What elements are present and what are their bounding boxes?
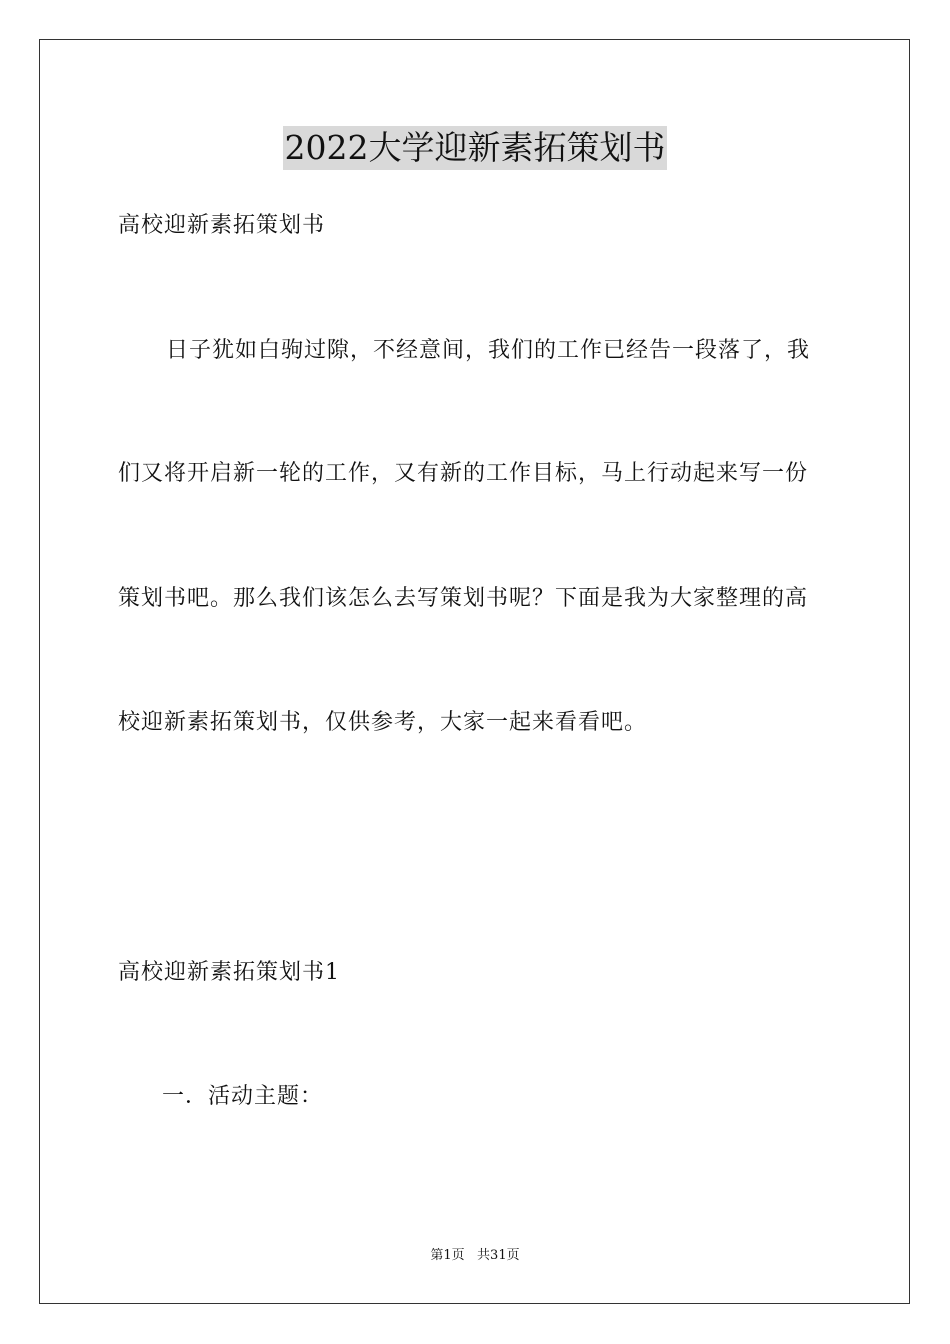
- intro-line: 们又将开启新一轮的工作，又有新的工作目标，马上行动起来写一份: [118, 461, 809, 486]
- intro-line: 校迎新素拓策划书，仅供参考，大家一起来看看吧。: [118, 710, 648, 735]
- intro-line: 策划书吧。那么我们该怎么去写策划书呢？下面是我为大家整理的高: [118, 586, 809, 611]
- title-container: [0, 126, 950, 170]
- section-heading: 高校迎新素拓策划书1: [118, 960, 340, 985]
- item-heading: 一．活动主题：: [162, 1084, 324, 1109]
- intro-line: 日子犹如白驹过隙，不经意间，我们的工作已经告一段落了，我: [166, 338, 811, 363]
- document-subtitle: 高校迎新素拓策划书: [118, 213, 326, 238]
- document-title: 2022大学迎新素拓策划书: [283, 126, 668, 170]
- page-footer: 第1页 共31页: [430, 1248, 520, 1263]
